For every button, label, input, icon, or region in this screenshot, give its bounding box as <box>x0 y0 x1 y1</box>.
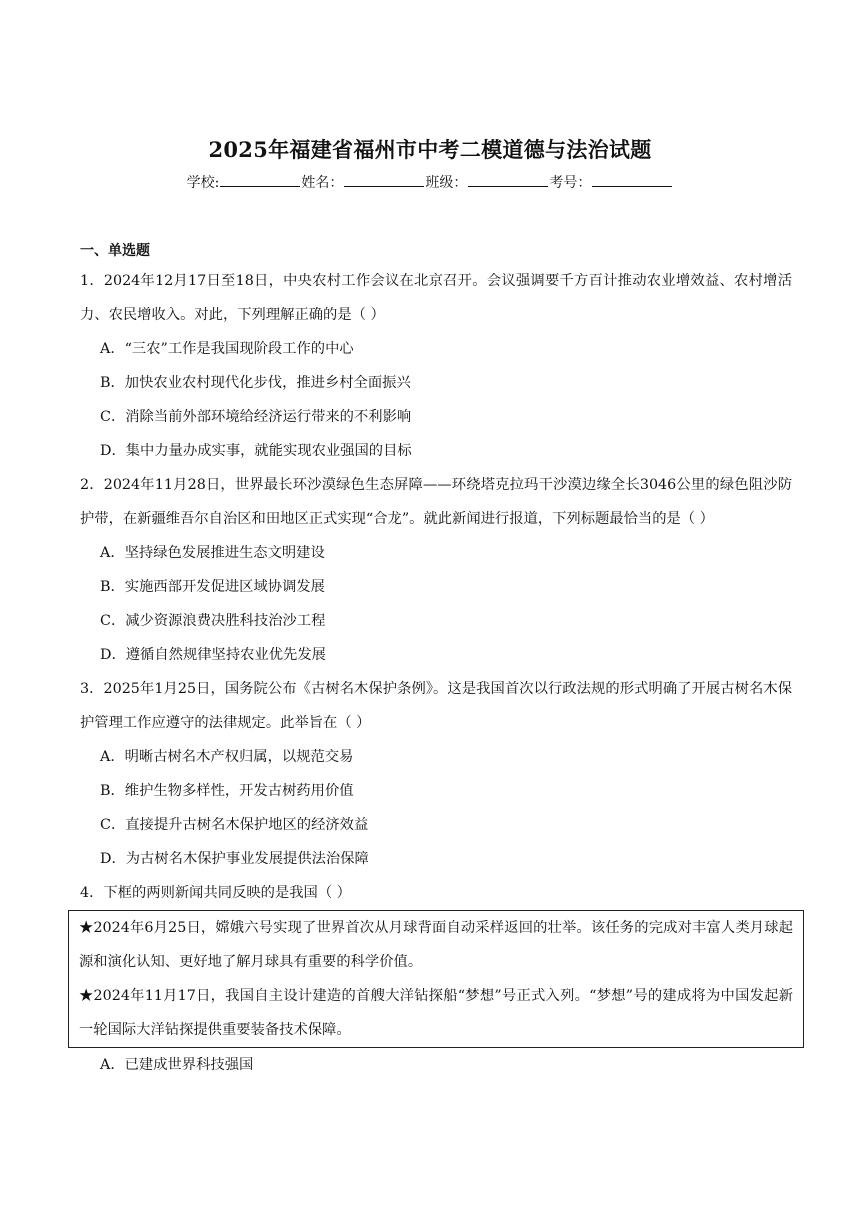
exam-number-label: 考号： <box>549 175 592 191</box>
class-blank <box>468 172 548 187</box>
option-a: A．已建成世界科技强国 <box>100 1057 254 1073</box>
question-3 <box>80 672 792 876</box>
news-item-2: ★2024年11月17日，我国自主设计建造的首艘大洋钻探船“梦想”号正式入列。“梦想”号的建成将为中国发起新一轮国际大洋钻探提供重要装备技术保障。 <box>79 988 793 1038</box>
question-stem: 4．下框的两则新闻共同反映的是我国（ ） <box>80 885 351 901</box>
option-c: C．减少资源浪费决胜科技治沙工程 <box>100 613 326 629</box>
news-item-1: ★2024年6月25日，嫦娥六号实现了世界首次从月球背面自动采样返回的壮举。该任务的完成对丰富人类月球起源和演化认知、更好地了解月球具有重要的科学价值。 <box>79 920 793 970</box>
option-d: D．遵循自然规律坚持农业优先发展 <box>100 647 326 663</box>
question-stem: 1．2024年12月17日至18日，中央农村工作会议在北京召开。会议强调要千方百计推动农业增效益、农村增活力、农民增收入。对此，下列理解正确的是（ ） <box>80 273 792 323</box>
school-blank <box>220 172 300 187</box>
option-b: B．实施西部开发促进区域协调发展 <box>100 579 325 595</box>
exam-number-blank <box>592 172 672 187</box>
question-stem: 2．2024年11月28日，世界最长环沙漠绿色生态屏障——环绕塔克拉玛干沙漠边缘全长3046公里的绿色阻沙防护带，在新疆维吾尔自治区和田地区正式实现“合龙”。就此新闻进行报道，下列标题最恰当的是（ ） <box>80 477 792 527</box>
question-list <box>80 264 792 1082</box>
option-a: A．明晰古树名木产权归属，以规范交易 <box>100 749 354 765</box>
school-label: 学校: <box>186 175 220 191</box>
question-2 <box>80 468 792 672</box>
option-b: B．加快农业农村现代化步伐，推进乡村全面振兴 <box>100 375 411 391</box>
name-label: 姓名： <box>301 175 344 191</box>
question-4 <box>80 876 792 1082</box>
option-d: D．集中力量办成实事，就能实现农业强国的目标 <box>100 443 412 459</box>
option-d: D．为古树名木保护事业发展提供法治保障 <box>100 851 369 867</box>
option-c: C．直接提升古树名木保护地区的经济效益 <box>100 817 369 833</box>
question-1 <box>80 264 792 468</box>
name-blank <box>344 172 424 187</box>
option-a: A．坚持绿色发展推进生态文明建设 <box>100 545 325 561</box>
option-c: C．消除当前外部环境给经济运行带来的不利影响 <box>100 409 412 425</box>
class-label: 班级： <box>425 175 468 191</box>
exam-title: 2025年福建省福州市中考二模道德与法治试题 <box>208 137 652 162</box>
section-heading: 一、单选题 <box>80 243 150 259</box>
question-stem: 3．2025年1月25日，国务院公布《古树名木保护条例》。这是我国首次以行政法规的形式明确了开展古树名木保护管理工作应遵守的法律规定。此举旨在（ ） <box>80 681 792 731</box>
option-b: B．维护生物多样性，开发古树药用价值 <box>100 783 354 799</box>
news-box <box>68 910 804 1048</box>
option-a: A．“三农”工作是我国现阶段工作的中心 <box>100 341 354 357</box>
student-info-line <box>0 172 860 194</box>
